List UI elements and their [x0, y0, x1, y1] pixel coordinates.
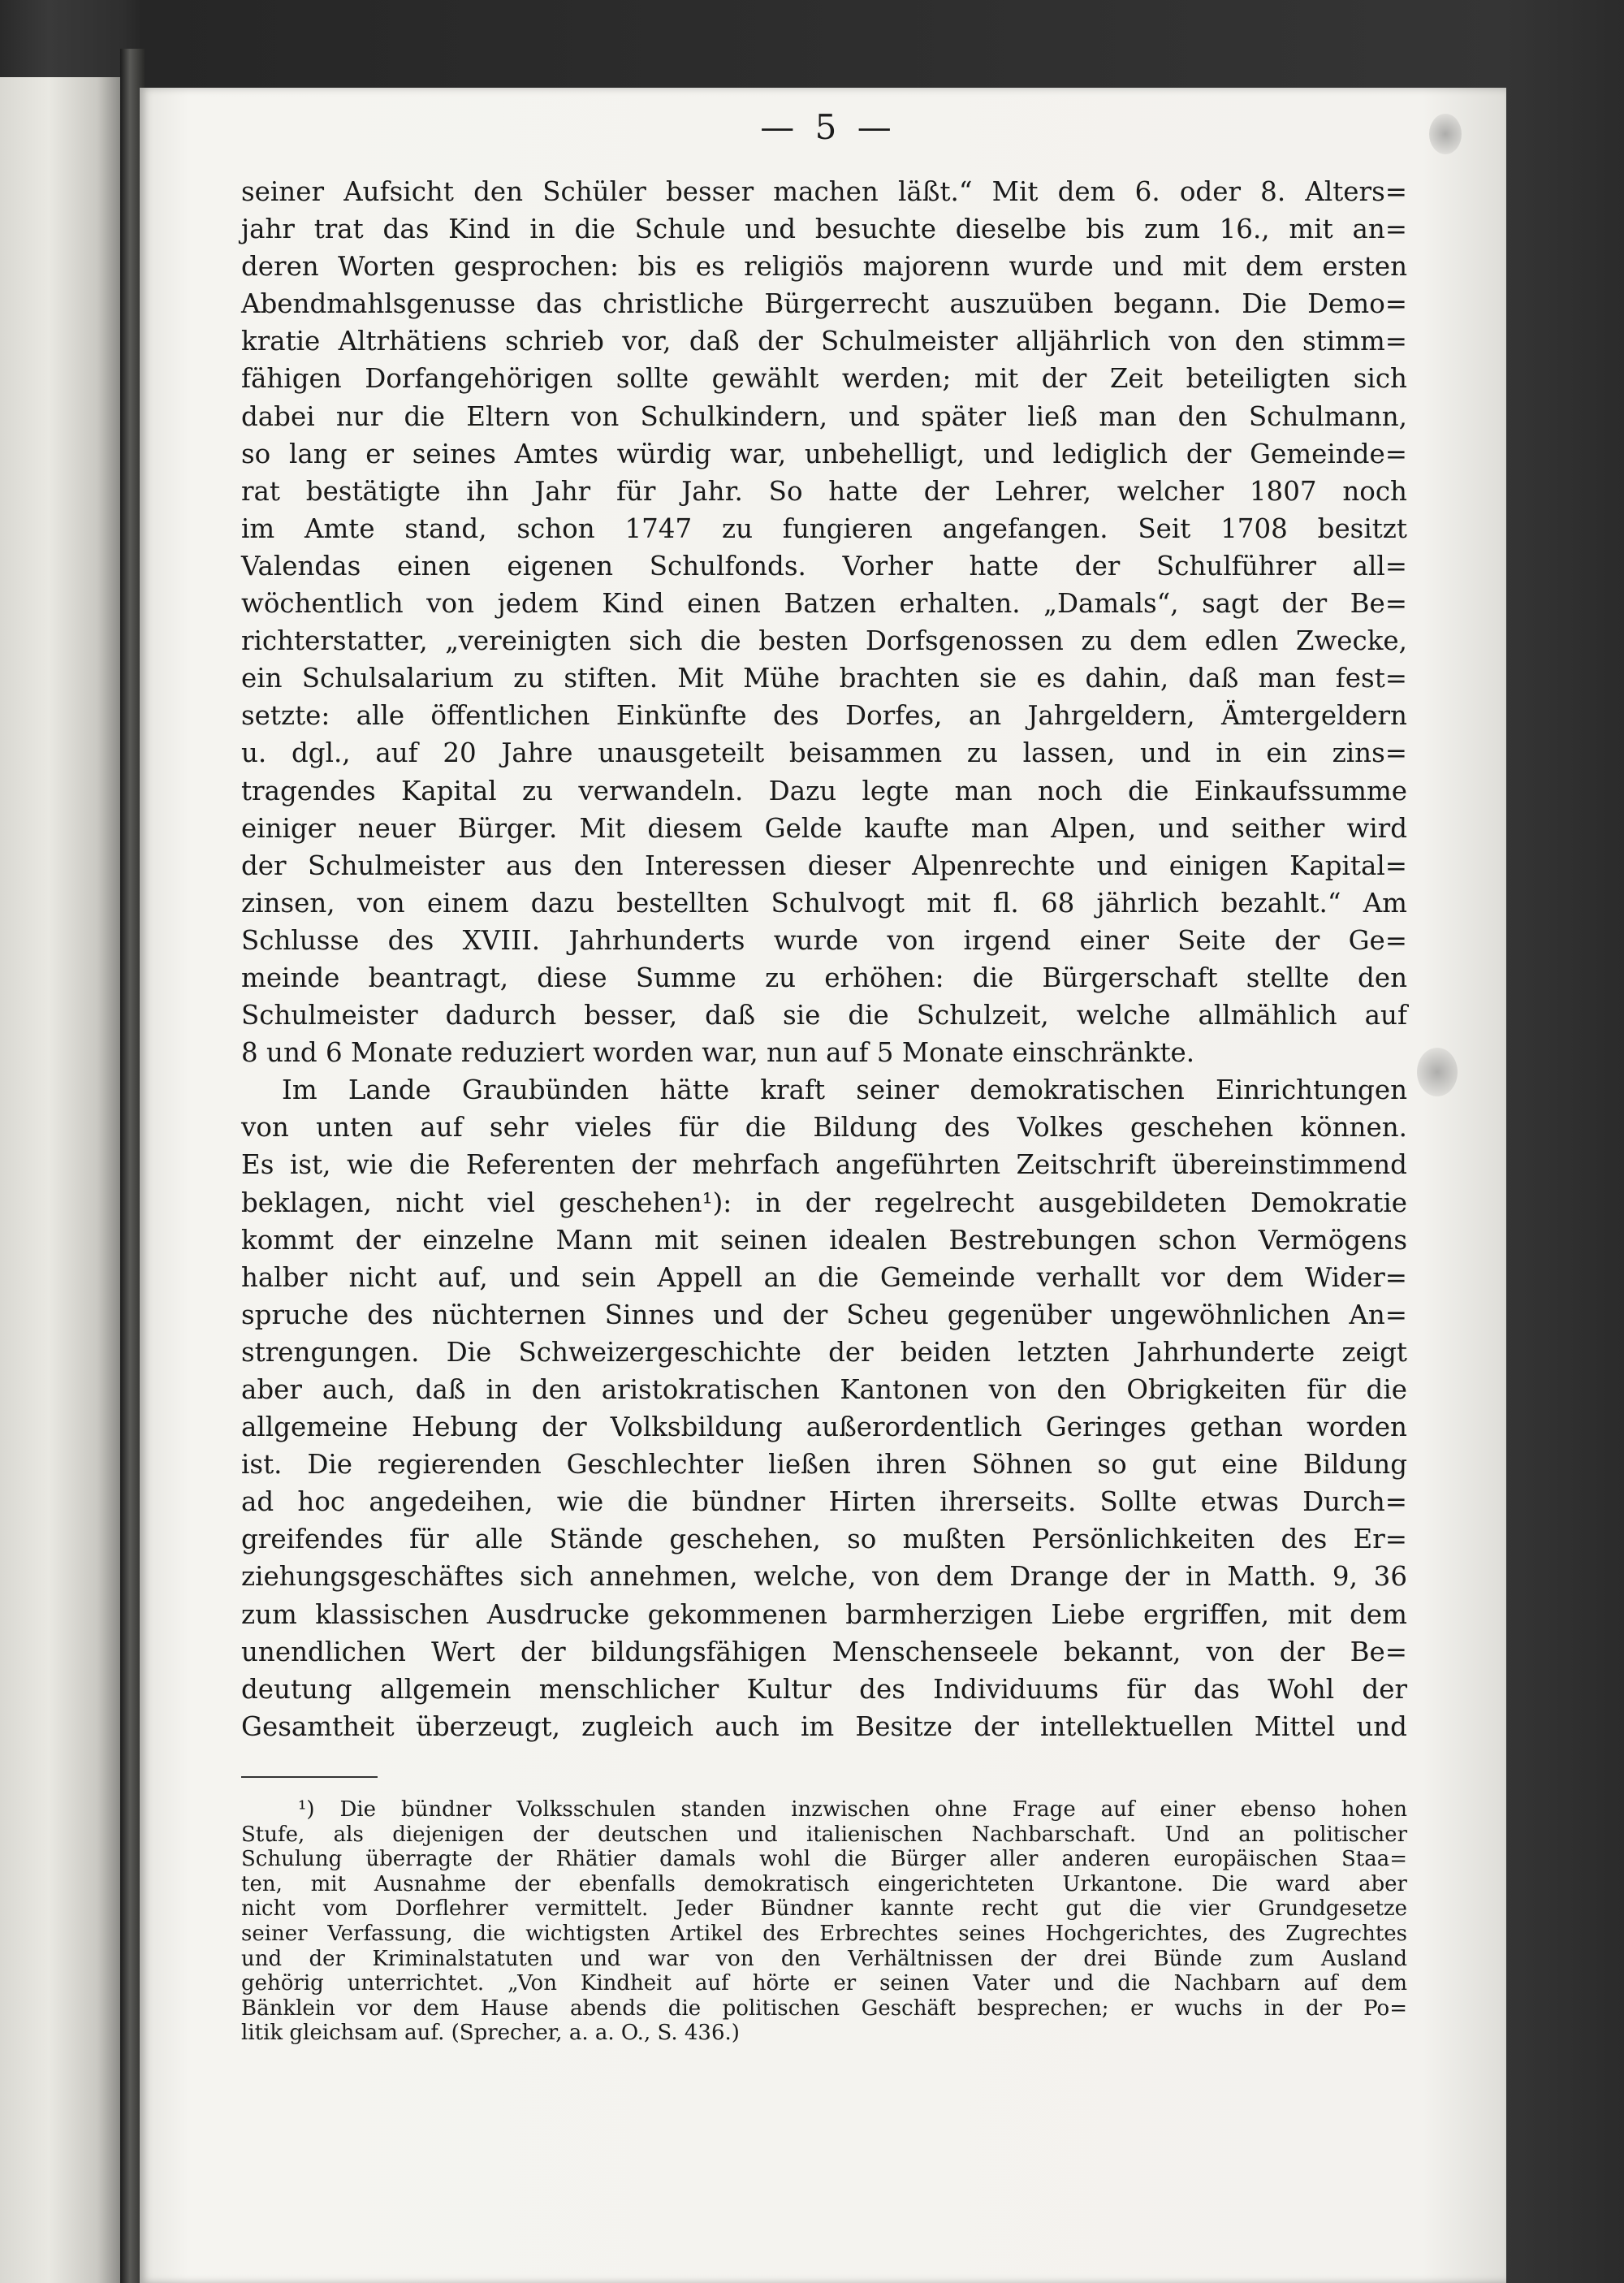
text-line: Valendas einen eigenen Schulfonds. Vorher hatte der Schulführer all=: [241, 550, 1407, 582]
text-line: ein Schulsalarium zu stiften. Mit Mühe brachten sie es dahin, daß man fest=: [241, 663, 1407, 694]
text-line: fähigen Dorfangehörigen sollte gewählt werden; mit der Zeit beteiligten sich: [241, 363, 1407, 395]
text-line: allgemeine Hebung der Volksbildung außerordentlich Geringes gethan worden: [241, 1412, 1407, 1443]
body-text: [241, 173, 1407, 1745]
text-line: Abendmahlsgenusse das christliche Bürgerrecht auszuüben begann. Die Demo=: [241, 288, 1407, 320]
footnote-line: und der Kriminalstatuten und war von den Verhältnissen der drei Bünde zum Ausland: [241, 1946, 1407, 1971]
text-line: tragendes Kapital zu verwandeln. Dazu legte man noch die Einkaufssumme: [241, 775, 1407, 806]
footnotes: [241, 1797, 1407, 2046]
footnote-line: ¹) Die bündner Volksschulen standen inzwischen ohne Frage auf einer ebenso hohen: [298, 1797, 1407, 1822]
text-line: seiner Aufsicht den Schüler besser machen läßt.“ Mit dem 6. oder 8. Alters=: [241, 176, 1407, 207]
footnote-line: Bänklein vor dem Hause abends die politischen Geschäft besprechen; er wuchs in der Po=: [241, 1995, 1407, 2021]
footnote-divider: [241, 1776, 378, 1778]
footnote-line: ten, mit Ausnahme der ebenfalls demokratisch eingerichteten Urkantone. Die ward aber: [241, 1871, 1407, 1896]
footnote-line: Schulung überragte der Rhätier damals wohl die Bürger aller anderen europäischen Staa=: [241, 1847, 1407, 1872]
footnote-line: litik gleichsam auf. (Sprecher, a. a. O., S. 436.): [241, 2021, 740, 2046]
text-line: ad hoc angedeihen, wie die bündner Hirten ihrerseits. Sollte etwas Durch=: [241, 1486, 1407, 1518]
text-line: u. dgl., auf 20 Jahre unausgeteilt beisammen zu lassen, und in ein zins=: [241, 737, 1407, 769]
text-line: deren Worten gesprochen: bis es religiös majorenn wurde und mit dem ersten: [241, 251, 1407, 283]
paragraph-start-line: Im Lande Graubünden hätte kraft seiner demokratischen Einrichtungen: [282, 1074, 1407, 1106]
text-line: meinde beantragt, diese Summe zu erhöhen: die Bürgerschaft stellte den: [241, 962, 1407, 993]
text-line: dabei nur die Eltern von Schulkindern, und später ließ man den Schulmann,: [241, 400, 1407, 432]
text-line: ziehungsgeschäftes sich annehmen, welche, von dem Drange der in Matth. 9, 36: [241, 1561, 1407, 1593]
text-line: wöchentlich von jedem Kind einen Batzen erhalten. „Damals“, sagt der Be=: [241, 588, 1407, 620]
text-line: so lang er seines Amtes würdig war, unbehelligt, und lediglich der Gemeinde=: [241, 438, 1407, 469]
smudge-mark: [1417, 1048, 1458, 1096]
text-line: deutung allgemein menschlicher Kultur des Individuums für das Wohl der: [241, 1673, 1407, 1705]
text-line: setzte: alle öffentlichen Einkünfte des Dorfes, an Jahrgeldern, Ämtergeldern: [241, 700, 1407, 732]
text-line: jahr trat das Kind in die Schule und besuchte dieselbe bis zum 16., mit an=: [241, 214, 1407, 245]
text-line: Gesamtheit überzeugt, zugleich auch im Besitze der intellektuellen Mittel und: [241, 1710, 1407, 1742]
text-line: kratie Altrhätiens schrieb vor, daß der Schulmeister alljährlich von den stimm=: [241, 326, 1407, 357]
text-line: ist. Die regierenden Geschlechter ließen ihren Söhnen so gut eine Bildung: [241, 1449, 1407, 1481]
text-line: richterstatter, „vereinigten sich die besten Dorfsgenossen zu dem edlen Zwecke,: [241, 625, 1407, 657]
text-line: kommt der einzelne Mann mit seinen idealen Bestrebungen schon Vermögens: [241, 1224, 1407, 1256]
text-line: spruche des nüchternen Sinnes und der Scheu gegenüber ungewöhnlichen An=: [241, 1299, 1407, 1330]
text-line: strengungen. Die Schweizergeschichte der beiden letzten Jahrhunderte zeigt: [241, 1336, 1407, 1368]
text-line: greifendes für alle Stände geschehen, so mußten Persönlichkeiten des Er=: [241, 1524, 1407, 1555]
previous-page-edge: [0, 77, 122, 2283]
text-line: unendlichen Wert der bildungsfähigen Menschenseele bekannt, von der Be=: [241, 1636, 1407, 1667]
text-line: einiger neuer Bürger. Mit diesem Gelde kaufte man Alpen, und seither wird: [241, 812, 1407, 844]
footnote-line: Stufe, als diejenigen der deutschen und italienischen Nachbarschaft. Und an politischer: [241, 1822, 1407, 1847]
text-line: Schlusse des XVIII. Jahrhunderts wurde von irgend einer Seite der Ge=: [241, 924, 1407, 956]
footnote-line: nicht vom Dorflehrer vermittelt. Jeder Bündner kannte recht gut die vier Grundgesetze: [241, 1896, 1407, 1922]
text-line: rat bestätigte ihn Jahr für Jahr. So hatte der Lehrer, welcher 1807 noch: [241, 475, 1407, 507]
text-line: von unten auf sehr vieles für die Bildung des Volkes geschehen können.: [241, 1112, 1407, 1144]
text-line: zinsen, von einem dazu bestellten Schulvogt mit fl. 68 jährlich bezahlt.“ Am: [241, 887, 1407, 919]
text-line: halber nicht auf, und sein Appell an die Gemeinde verhallt vor dem Wider=: [241, 1261, 1407, 1293]
text-line: beklagen, nicht viel geschehen¹): in der regelrecht ausgebildeten Demokratie: [241, 1187, 1407, 1218]
text-line: Es ist, wie die Referenten der mehrfach angeführten Zeitschrift übereinstimmend: [241, 1149, 1407, 1181]
footnote-line: seiner Verfassung, die wichtigsten Artikel des Erbrechtes seines Hochgerichtes, des Zugrechtes: [241, 1921, 1407, 1946]
footnote-line: gehörig unterrichtet. „Von Kindheit auf hörte er seinen Vater und die Nachbarn auf dem: [241, 1971, 1407, 1996]
text-line: zum klassischen Ausdrucke gekommenen barmherzigen Liebe ergriffen, mit dem: [241, 1598, 1407, 1630]
text-line: Schulmeister dadurch besser, daß sie die Schulzeit, welche allmählich auf: [241, 1000, 1407, 1031]
text-line: aber auch, daß in den aristokratischen Kantonen von den Obrigkeiten für die: [241, 1374, 1407, 1405]
text-line: der Schulmeister aus den Interessen dieser Alpenrechte und einigen Kapital=: [241, 850, 1407, 881]
text-line: 8 und 6 Monate reduziert worden war, nun auf 5 Monate einschränkte.: [241, 1037, 1195, 1069]
smudge-mark: [1429, 114, 1462, 154]
text-line: im Amte stand, schon 1747 zu fungieren angefangen. Seit 1708 besitzt: [241, 512, 1407, 544]
page-number: — 5 —: [760, 107, 896, 147]
